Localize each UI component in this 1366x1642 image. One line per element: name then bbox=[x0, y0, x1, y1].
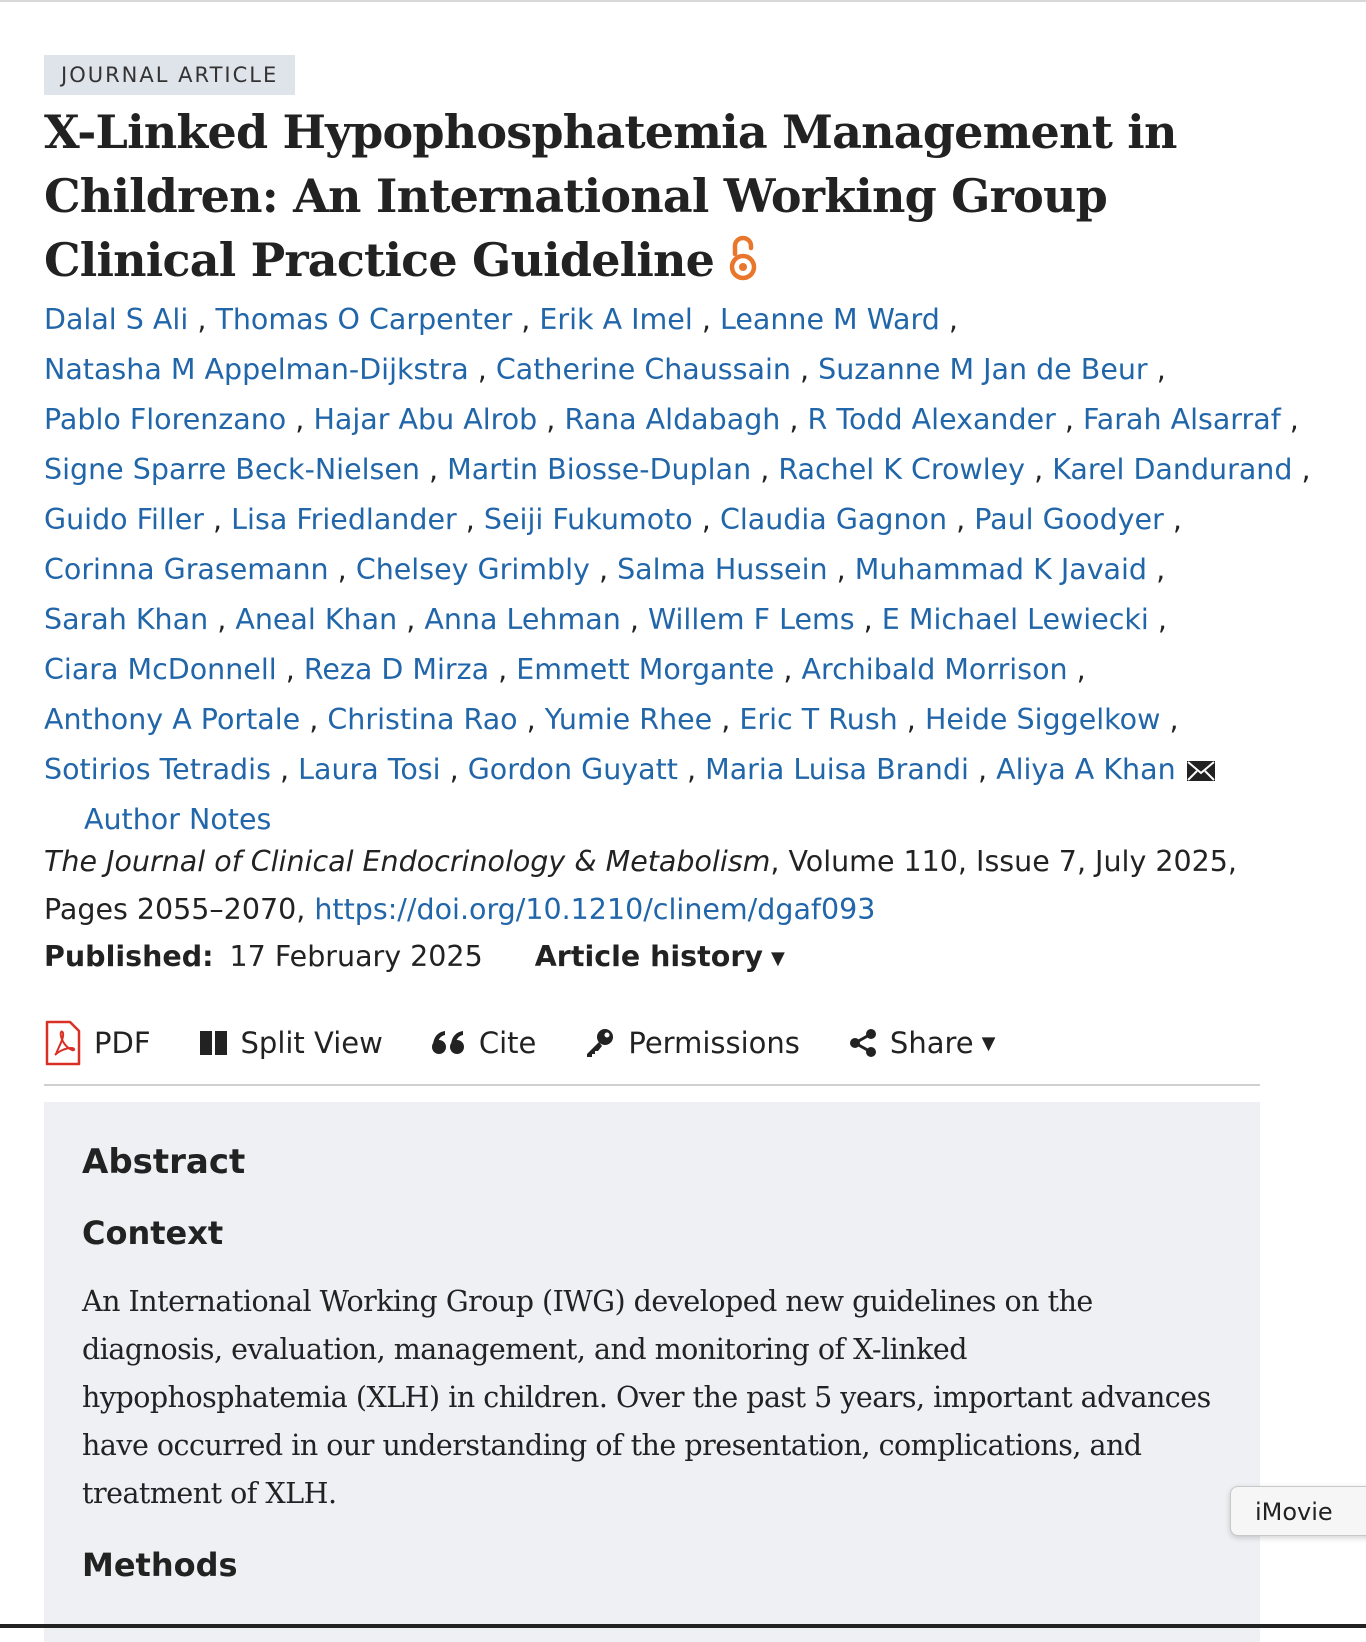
author-link[interactable]: Sarah Khan bbox=[44, 603, 209, 636]
author-link[interactable]: Eric T Rush bbox=[739, 703, 898, 736]
author-link[interactable]: Laura Tosi bbox=[298, 753, 441, 786]
permissions-button[interactable] bbox=[584, 1018, 800, 1068]
author-row bbox=[44, 695, 1306, 745]
author-separator: , bbox=[968, 753, 997, 786]
author-separator: , bbox=[286, 403, 314, 436]
author-link[interactable]: Chelsey Grimbly bbox=[355, 553, 590, 586]
author-separator: , bbox=[328, 553, 356, 586]
author-link[interactable]: Farah Alsarraf bbox=[1083, 403, 1281, 436]
author-link[interactable]: Paul Goodyer bbox=[974, 503, 1164, 536]
pdf-label: PDF bbox=[94, 1026, 151, 1060]
author-row bbox=[44, 745, 1306, 795]
author-separator: , bbox=[939, 303, 958, 336]
author-separator: , bbox=[897, 703, 925, 736]
author-separator: , bbox=[854, 603, 882, 636]
author-row bbox=[44, 495, 1306, 545]
imovie-tooltip: iMovie bbox=[1230, 1486, 1366, 1536]
author-separator: , bbox=[537, 403, 565, 436]
author-separator: , bbox=[589, 553, 618, 586]
quote-icon bbox=[431, 1029, 467, 1057]
author-separator: , bbox=[751, 453, 779, 486]
author-link[interactable]: Pablo Florenzano bbox=[44, 403, 287, 436]
citation-details: , Volume 110, Issue 7, July 2025, Pages 2055–2070, bbox=[44, 845, 1237, 926]
share-button[interactable] bbox=[848, 1018, 996, 1068]
author-separator: , bbox=[780, 403, 808, 436]
author-link[interactable]: Guido Filler bbox=[44, 503, 204, 536]
cite-label: Cite bbox=[478, 1026, 537, 1060]
abstract-panel bbox=[44, 1102, 1260, 1642]
author-link[interactable]: Leanne M Ward bbox=[719, 303, 940, 336]
author-link[interactable]: Thomas O Carpenter bbox=[215, 303, 513, 336]
author-separator: , bbox=[517, 703, 545, 736]
author-separator: , bbox=[419, 453, 448, 486]
author-link[interactable]: Erik A Imel bbox=[539, 303, 693, 336]
author-link[interactable]: Natasha M Appelman-Dijkstra bbox=[44, 353, 469, 386]
author-link[interactable]: Claudia Gagnon bbox=[719, 503, 948, 536]
author-link[interactable]: Seiji Fukumoto bbox=[483, 503, 693, 536]
author-link[interactable]: Reza D Mirza bbox=[303, 653, 490, 686]
author-separator: , bbox=[790, 353, 819, 386]
author-separator: , bbox=[774, 653, 802, 686]
abstract-heading: Abstract bbox=[82, 1142, 246, 1182]
author-separator: , bbox=[489, 653, 517, 686]
author-separator: , bbox=[947, 503, 975, 536]
article-history-label: Article history bbox=[534, 940, 763, 973]
envelope-icon[interactable] bbox=[1186, 749, 1216, 799]
author-link[interactable]: Muhammad K Javaid bbox=[854, 553, 1148, 586]
author-separator: , bbox=[827, 553, 855, 586]
author-link[interactable]: Sotirios Tetradis bbox=[44, 753, 271, 786]
author-separator: , bbox=[300, 703, 328, 736]
article-title bbox=[44, 100, 1294, 298]
article-toolbar bbox=[44, 1018, 1260, 1086]
author-link[interactable]: E Michael Lewiecki bbox=[881, 603, 1149, 636]
author-separator: , bbox=[692, 503, 720, 536]
context-body: An International Working Group (IWG) developed new guidelines on the diagnosis, evaluation, management, and monitoring of X-linked hypophosphatemia (XLH) in children. Over the past 5 years, important advances have occurred in our understanding of the presentation, complications, and treatment of XLH. bbox=[82, 1285, 1211, 1510]
author-separator: , bbox=[1148, 603, 1167, 636]
author-separator: , bbox=[1292, 453, 1311, 486]
author-separator: , bbox=[677, 753, 706, 786]
author-link[interactable]: Gordon Guyatt bbox=[467, 753, 678, 786]
doi-link[interactable]: https://doi.org/10.1210/clinem/dgaf093 bbox=[314, 893, 876, 926]
author-list bbox=[44, 295, 1311, 845]
author-link[interactable]: Salma Hussein bbox=[617, 553, 828, 586]
author-separator: , bbox=[208, 603, 236, 636]
bottom-edge bbox=[0, 1624, 1366, 1628]
author-link[interactable]: Ciara McDonnell bbox=[44, 653, 277, 686]
author-row bbox=[44, 595, 1306, 645]
author-separator: , bbox=[1067, 653, 1086, 686]
author-row bbox=[44, 445, 1311, 495]
author-separator: , bbox=[1160, 703, 1179, 736]
author-link[interactable]: Signe Sparre Beck-Nielsen bbox=[44, 453, 420, 486]
author-row bbox=[44, 645, 1306, 695]
author-link[interactable]: Archibald Morrison bbox=[801, 653, 1068, 686]
author-link[interactable]: Emmett Morgante bbox=[516, 653, 775, 686]
author-separator: , bbox=[1147, 553, 1166, 586]
author-link[interactable]: Yumie Rhee bbox=[544, 703, 713, 736]
author-link[interactable]: Aliya A Khan bbox=[996, 753, 1176, 786]
caret-down-icon: ▼ bbox=[981, 1032, 996, 1054]
share-label: Share bbox=[889, 1026, 974, 1060]
author-link[interactable]: Rana Aldabagh bbox=[564, 403, 781, 436]
author-row bbox=[44, 545, 1306, 595]
pdf-icon bbox=[44, 1020, 82, 1066]
author-link[interactable]: Karel Dandurand bbox=[1052, 453, 1293, 486]
author-link[interactable]: Aneal Khan bbox=[235, 603, 398, 636]
author-separator: , bbox=[1055, 403, 1084, 436]
permissions-label: Permissions bbox=[628, 1026, 800, 1060]
cite-button[interactable] bbox=[431, 1018, 537, 1068]
article-history-toggle[interactable] bbox=[535, 940, 785, 973]
author-separator: , bbox=[397, 603, 425, 636]
author-link[interactable]: Corinna Grasemann bbox=[44, 553, 329, 586]
pdf-button[interactable] bbox=[44, 1018, 151, 1068]
split-view-button[interactable] bbox=[199, 1018, 383, 1068]
open-access-icon bbox=[726, 234, 760, 298]
split-view-icon bbox=[199, 1030, 229, 1056]
context-heading: Context bbox=[82, 1214, 224, 1252]
author-link[interactable]: Anthony A Portale bbox=[44, 703, 301, 736]
author-row bbox=[44, 295, 1306, 345]
author-separator: , bbox=[188, 303, 216, 336]
author-link[interactable]: Heide Siggelkow bbox=[924, 703, 1161, 736]
split-view-label: Split View bbox=[240, 1026, 383, 1060]
author-link[interactable]: Lisa Friedlander bbox=[231, 503, 457, 536]
author-notes-link[interactable]: Author Notes bbox=[84, 803, 272, 836]
author-separator: , bbox=[1025, 453, 1053, 486]
author-link[interactable]: Dalal S Ali bbox=[44, 303, 189, 336]
author-link[interactable]: Martin Biosse-Duplan bbox=[447, 453, 752, 486]
author-separator: , bbox=[1163, 503, 1182, 536]
author-row bbox=[44, 395, 1306, 445]
article-type-badge: JOURNAL ARTICLE bbox=[44, 55, 295, 95]
author-separator: , bbox=[512, 303, 540, 336]
author-link[interactable]: Catherine Chaussain bbox=[495, 353, 791, 386]
author-separator: , bbox=[692, 303, 720, 336]
author-link[interactable]: R Todd Alexander bbox=[807, 403, 1056, 436]
author-separator: , bbox=[270, 753, 299, 786]
journal-name: The Journal of Clinical Endocrinology & Metabolism bbox=[44, 845, 771, 878]
author-separator: , bbox=[1147, 353, 1166, 386]
author-link[interactable]: Christina Rao bbox=[327, 703, 518, 736]
author-link[interactable]: Rachel K Crowley bbox=[778, 453, 1026, 486]
author-separator: , bbox=[620, 603, 648, 636]
publication-row bbox=[44, 933, 785, 983]
methods-heading: Methods bbox=[82, 1546, 238, 1584]
author-link[interactable]: Suzanne M Jan de Beur bbox=[818, 353, 1148, 386]
author-separator: , bbox=[440, 753, 468, 786]
citation bbox=[44, 838, 1306, 934]
share-icon bbox=[848, 1028, 878, 1058]
author-link[interactable]: Hajar Abu Alrob bbox=[313, 403, 538, 436]
author-link[interactable]: Anna Lehman bbox=[424, 603, 621, 636]
author-separator: , bbox=[276, 653, 304, 686]
author-separator: , bbox=[456, 503, 484, 536]
author-link[interactable]: Maria Luisa Brandi bbox=[705, 753, 969, 786]
author-row bbox=[44, 345, 1306, 395]
author-separator: , bbox=[468, 353, 496, 386]
key-icon bbox=[584, 1027, 616, 1059]
caret-down-icon: ▼ bbox=[770, 948, 785, 969]
top-divider bbox=[0, 0, 1366, 2]
author-separator: , bbox=[1280, 403, 1299, 436]
author-link[interactable]: Willem F Lems bbox=[647, 603, 855, 636]
author-separator: , bbox=[203, 503, 232, 536]
published-label: Published: bbox=[44, 940, 214, 973]
author-separator: , bbox=[712, 703, 740, 736]
published-date: 17 February 2025 bbox=[229, 940, 483, 973]
article-title-text: X-Linked Hypophosphatemia Management in Children: An International Working Group Clinical Practice Guideline bbox=[44, 105, 1177, 287]
